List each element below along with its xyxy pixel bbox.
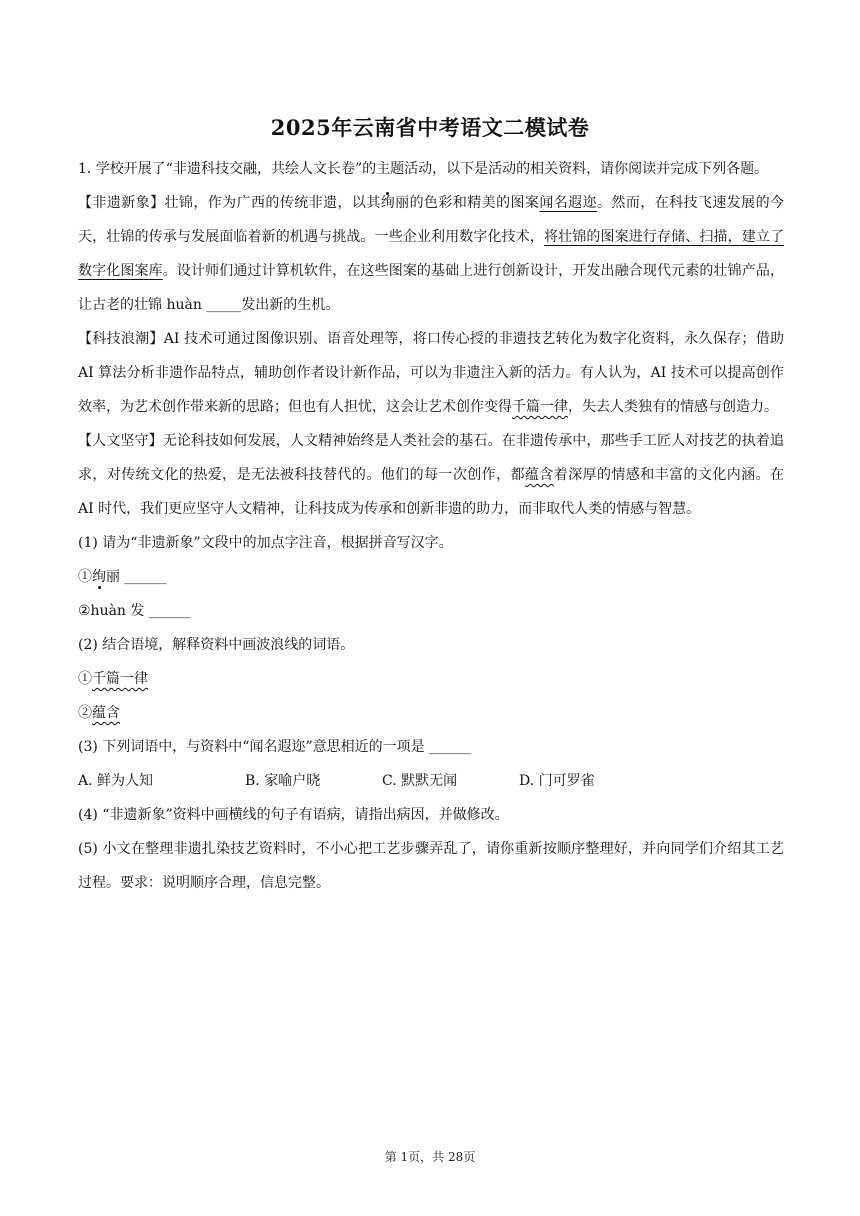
section-humanities-text-2: 着深厚的情感和丰富的文化内涵。在 AI 时代，我们更应坚守人文精神，让科技成为传承和创新非遗的助力，而非取代人类的情感与智慧。 [78, 467, 785, 517]
subquestion-2-stem: (2) 结合语境，解释资料中画波浪线的词语。 [78, 637, 355, 653]
option-d: D. 门可罗雀 [519, 773, 595, 789]
section-heritage-head: 【非遗新象】 [78, 195, 165, 211]
option-a: A. 鲜为人知 [78, 773, 154, 789]
wavy-word-2: 蕴含 [524, 467, 554, 483]
page-title: 2025年云南省中考语文二模试卷 [270, 115, 590, 140]
section-technology-text-1: AI 技术可通过图像识别、语音处理等，将口传心授的非遗技艺转化为数字化资料，永久保存；借助 AI 算法分析非遗作品特点，辅助创作者设计新作品，可以为非遗注入新的活力。有人认为，AI 技术可以提高创作效率，为艺术创作带来新的思路；但也有人担忧，这会让艺术创作变得 [78, 331, 785, 415]
subquestion-2-a-prefix: ① [78, 671, 92, 687]
section-humanities-text-1: 无论科技如何发展，人文精神始终是人类社会的基石。在非遗传承中，那些手工匠人对技艺的执着追求，对传统文化的热爱，是无法被科技替代的。他们的每一次创作，都 [78, 433, 784, 483]
subquestion-2-a-word: 千篇一律 [92, 671, 148, 687]
subquestion-5-stem: (5) 小文在整理非遗扎染技艺资料时，不小心把工艺步骤弄乱了，请你重新按顺序整理好，并向同学们介绍其工艺过程。要求：说明顺序合理，信息完整。 [78, 841, 784, 891]
section-heritage [78, 186, 784, 322]
page-footer: 第 1页，共 28页 [384, 1150, 476, 1164]
subquestion-2-b [78, 696, 784, 730]
subquestion-3-options [78, 764, 784, 798]
section-heritage-text-4: 。设计师们通过计算机软件，在这些图案的基础上进行创新设计，开发出融合现代元素的壮锦产品，让古老的壮锦 huàn _____发出新的生机。 [78, 263, 784, 313]
wavy-word-1: 千篇一律 [512, 399, 568, 415]
subquestion-1-a-prefix: ① [78, 569, 92, 585]
subquestion-1-a-rest: 丽 ______ [106, 569, 167, 585]
subquestion-3-stem: (3) 下列词语中，与资料中“闻名遐迩”意思相近的一项是 ______ [78, 739, 472, 755]
section-heritage-text-1: 壮锦，作为广西的传统非遗，以其 [164, 195, 381, 211]
section-technology-head: 【科技浪潮】 [78, 331, 164, 347]
subquestion-1-stem: (1) 请为“非遗新象”文段中的加点字注音，根据拼音写汉字。 [78, 535, 453, 551]
section-humanities [78, 424, 784, 526]
subquestion-2-b-prefix: ② [78, 705, 92, 721]
underlined-sentence: 将壮锦的图案进行存储、扫描，建立了数字化图案库 [78, 229, 785, 279]
subquestion-1-b: ②huàn 发 ______ [78, 603, 191, 619]
subquestion-2-a [78, 662, 784, 696]
subquestion-2-b-word: 蕴含 [92, 705, 120, 721]
question-intro: 1. 学校开展了“非遗科技交融，共绘人文长卷”的主题活动，以下是活动的相关资料，请你阅读并完成下列各题。 [78, 161, 769, 177]
option-c: C. 默默无闻 [382, 773, 458, 789]
section-humanities-head: 【人文坚守】 [78, 433, 163, 449]
section-technology [78, 322, 784, 424]
subquestion-1-a [78, 560, 784, 594]
question-content [78, 152, 784, 900]
option-b: B. 家喻户晓 [245, 773, 321, 789]
section-heritage-text-3: 。然而，在科技飞速发展的今天，壮锦的传承与发展面临着新的机遇与挑战。一些企业利用数字化技术， [78, 195, 785, 245]
subquestion-1-dotted-character: 绚 [92, 569, 106, 585]
underlined-idiom: 闻名遐迩 [539, 195, 598, 211]
section-heritage-text-2: 丽的色彩和精美的图案 [395, 195, 540, 211]
subquestion-4-stem: (4) “非遗新象”资料中画横线的句子有语病，请指出病因，并做修改。 [78, 807, 509, 823]
section-technology-text-2: ，失去人类独有的情感与创造力。 [568, 399, 778, 415]
dotted-character: 绚 [380, 195, 396, 211]
